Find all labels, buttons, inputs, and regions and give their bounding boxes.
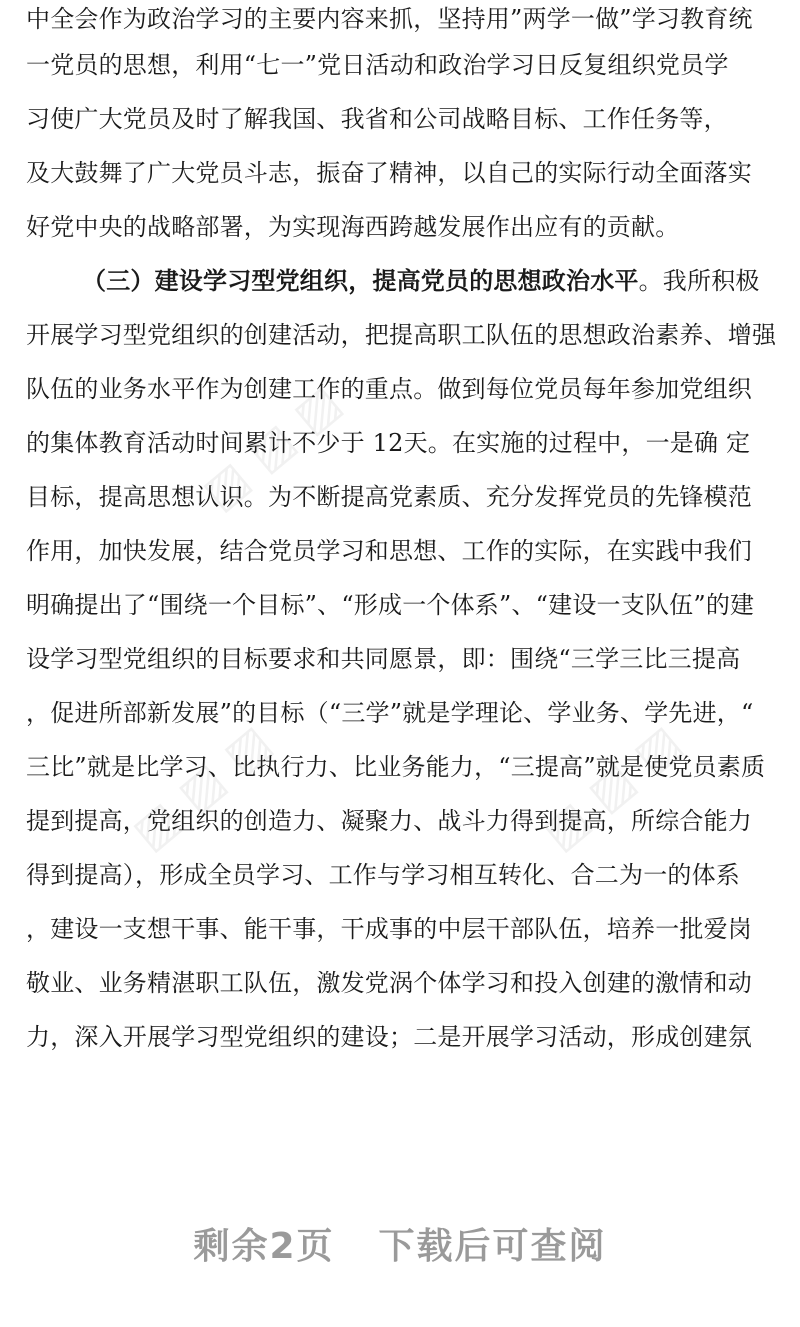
- text-line: 一党员的思想，利用“七一”党日活动和政治学习日反复组织党员学: [26, 51, 729, 79]
- text-line: ，促进所部新发展”的目标（“三学”就是学理论、学业务、学先进，“: [26, 699, 754, 727]
- watermark: ▨ ▨ ▨: [191, 374, 351, 520]
- text-line: 开展学习型党组织的创建活动，把提高职工队伍的思想政治素养、增强: [26, 321, 777, 349]
- remaining-pages-label: 剩余2页: [193, 1226, 335, 1267]
- text-line: 作用，加快发展，结合党员学习和思想、工作的实际，在实践中我们: [26, 537, 752, 565]
- text-line: 提到提高，党组织的创造力、凝聚力、战斗力得到提高，所综合能力: [26, 807, 752, 835]
- section-heading: （三）建设学习型党组织，提高党员的思想政治水平: [82, 266, 639, 295]
- document-body: [26, 0, 778, 1064]
- text-line: 三比”就是比学习、比执行力、比业务能力，“三提高”就是使党员素质: [26, 753, 766, 781]
- watermark: ▨ ▨ ▨: [531, 714, 691, 860]
- text-line: 目标，提高思想认识。为不断提高党素质、充分发挥党员的先锋模范: [26, 483, 752, 511]
- text-line: 中全会作为政治学习的主要内容来抓，坚持用”两学一做”学习教育统: [26, 5, 753, 33]
- text-line: ，建设一支想干事、能干事，干成事的中层干部队伍，培养一批爱岗: [26, 915, 752, 943]
- text-line: 设学习型党组织的目标要求和共同愿景，即：围绕“三学三比三提高: [26, 645, 741, 673]
- text-line: 力，深入开展学习型党组织的建设；二是开展学习活动，形成创建氛: [26, 1023, 752, 1051]
- text-line: 及大鼓舞了广大党员斗志，振奋了精神，以自己的实际行动全面落实: [26, 159, 752, 187]
- heading-tail: 。我所积极: [638, 267, 760, 295]
- watermark: ▨ ▨ ▨: [121, 714, 281, 860]
- text-line: 得到提高），形成全员学习、工作与学习相互转化、合二为一的体系: [26, 861, 740, 889]
- text-line: 明确提出了“围绕一个目标”、“形成一个体系”、“建设一支队伍”的建: [26, 591, 755, 619]
- text-line: 习使广大党员及时了解我国、我省和公司战略目标、工作任务等，: [26, 105, 728, 133]
- download-prompt-label: 下载后可查阅: [378, 1226, 607, 1267]
- section-heading-line: [26, 254, 778, 308]
- text-line: 队伍的业务水平作为创建工作的重点。做到每位党员每年参加党组织: [26, 375, 752, 403]
- text-line: 敬业、业务精湛职工队伍，激发党涡个体学习和投入创建的激情和动: [26, 969, 752, 997]
- text-line: 的集体教育活动时间累计不少于 12天。在实施的过程中，一是确 定: [26, 429, 751, 457]
- remaining-pages-banner[interactable]: [0, 1218, 800, 1269]
- text-line: 好党中央的战略部署，为实现海西跨越发展作出应有的贡献。: [26, 213, 680, 241]
